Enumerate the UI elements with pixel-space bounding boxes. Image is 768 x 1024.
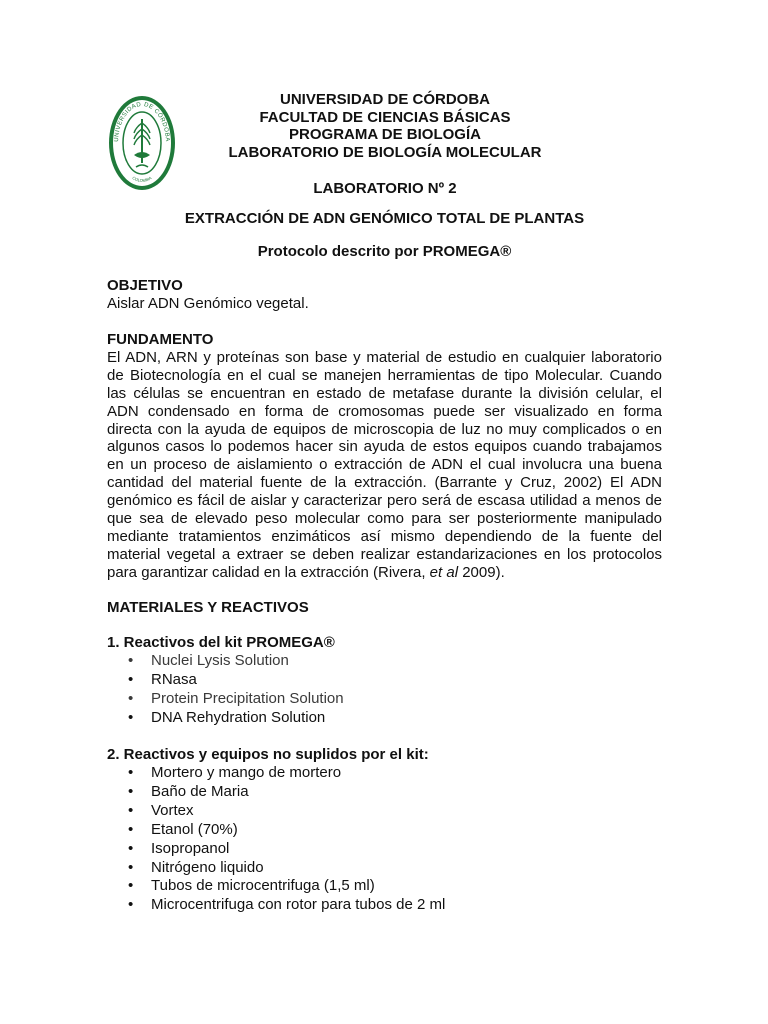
paragraph-line: que sea de elevado peso molecular como para ser posteriormente manipulado (107, 510, 662, 528)
paragraph-line: material vegetal a extraer se deben realizar estandarizaciones en los protocolos (107, 545, 662, 563)
objetivo-heading: OBJETIVO (107, 277, 183, 294)
logo-ring-text: UNIVERSIDAD DE CÓRDOBA (113, 101, 171, 143)
list-item: • Isopropanol (128, 840, 445, 859)
objetivo-text: Aislar ADN Genómico vegetal. (107, 295, 309, 312)
extra-reagents-heading: 2. Reactivos y equipos no suplidos por el kit: (107, 746, 429, 763)
paragraph-line: mediante tratamientos enzimáticos así mismo dependiendo de la fuente del (107, 527, 662, 545)
university-logo (107, 93, 177, 193)
fundamento-paragraph (107, 349, 662, 582)
logo-ring-country: COLOMBIA (131, 175, 153, 183)
list-item: • RNasa (128, 671, 344, 690)
faculty-name: FACULTAD DE CIENCIAS BÁSICAS (259, 108, 511, 126)
paragraph-line: genómico es fácil de aislar y caracterizar pero será de escasa utilidad a menos de (107, 492, 662, 510)
protocol-line: Protocolo descrito por PROMEGA® (257, 243, 512, 260)
list-item: • Protein Precipitation Solution (128, 690, 344, 709)
kit-reagents-list (128, 652, 344, 728)
fundamento-heading: FUNDAMENTO (107, 331, 214, 348)
document-header (185, 91, 585, 161)
list-item: • Tubos de microcentrifuga (1,5 ml) (128, 877, 445, 896)
university-seal-icon (107, 93, 177, 193)
list-item: • Mortero y mango de mortero (128, 764, 445, 783)
paragraph-line: en un proceso de aislamiento o extracción de ADN el cual involucra una buena (107, 456, 662, 474)
list-item: • Nuclei Lysis Solution (128, 652, 344, 671)
paragraph-text: para garantizar calidad en la extracción (Rivera, (107, 563, 430, 581)
list-item: • Vortex (128, 802, 445, 821)
paragraph-line: algunos casos lo podemos hacer sin ayuda de estos equipos cuando trabajamos (107, 438, 662, 456)
lab-number: LABORATORIO Nº 2 (313, 180, 457, 197)
program-name: PROGRAMA DE BIOLOGÍA (289, 126, 481, 143)
paragraph-line: cantidad del material fuente de la extracción. (Barrante y Cruz, 2002) El ADN (107, 474, 662, 492)
document-title: EXTRACCIÓN DE ADN GENÓMICO TOTAL DE PLANTAS (184, 210, 585, 227)
list-item: • Microcentrifuga con rotor para tubos de 2 ml (128, 896, 445, 915)
paragraph-line: El ADN, ARN y proteínas son base y material de estudio en cualquier laboratorio (107, 349, 662, 366)
paragraph-line: directa con la ayuda de equipos de microscopia de luz no muy complicados o en (107, 420, 662, 438)
paragraph-text: 2009). (458, 563, 505, 581)
citation-italic: et al (429, 563, 459, 581)
paragraph-last-line (107, 564, 662, 582)
laboratory-name: LABORATORIO DE BIOLOGÍA MOLECULAR (228, 143, 542, 161)
list-item: • Nitrógeno liquido (128, 859, 445, 878)
paragraph-line: las células se encuentran en estado de metafase durante la división celular, el (107, 384, 662, 402)
list-item: • Etanol (70%) (128, 821, 445, 840)
extra-reagents-list (128, 764, 445, 915)
paragraph-line: de Biotecnología en el cual se manejen herramientas de tipo Molecular. Cuando (107, 366, 662, 384)
university-name: UNIVERSIDAD DE CÓRDOBA (279, 91, 490, 108)
list-item: • Baño de Maria (128, 783, 445, 802)
paragraph-line: ADN condensado en forma de cromosomas puede ser visualizado en forma (107, 402, 662, 420)
kit-reagents-heading: 1. Reactivos del kit PROMEGA® (107, 634, 335, 651)
materiales-heading: MATERIALES Y REACTIVOS (107, 599, 309, 616)
list-item: • DNA Rehydration Solution (128, 709, 344, 728)
